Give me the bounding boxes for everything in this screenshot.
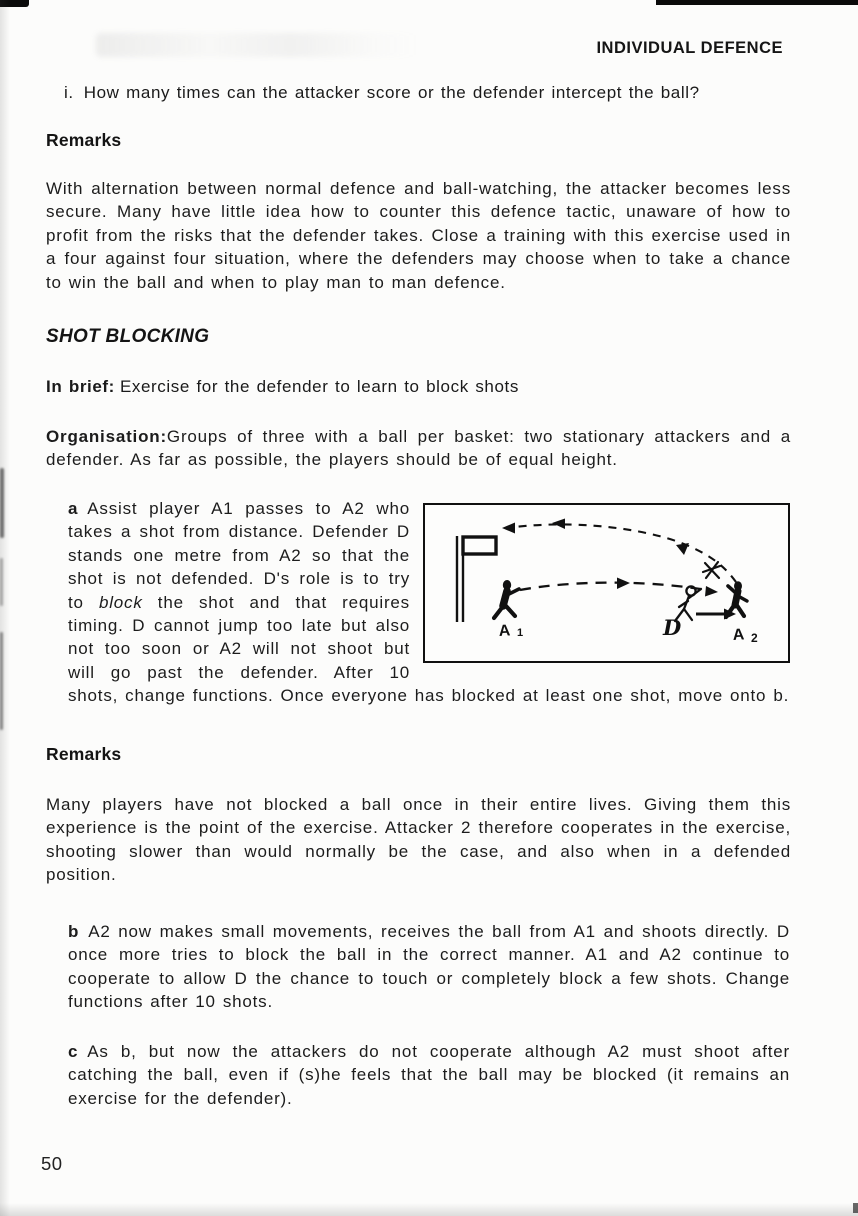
a1-subscript: 1: [517, 627, 524, 639]
item-a-text-1: Assist player A1 passes to A2 who takes a shot from distance. Defender D stands one metre from A2 so that the shot is not defended. D's role is to try to: [68, 499, 410, 612]
remarks-paragraph-1: With alternation between normal defence and ball-watching, the attacker becomes less secure. Many have little idea how to counter this defence tactic, unaware of how to profit from the risks that the defender takes. Close a training with this exercise used in a four against four situation, where the defenders may choose when to take a chance to win the ball and when to play man to man defence.: [46, 179, 791, 292]
player-a1-figure: [494, 580, 519, 618]
remarks-heading-2: Remarks: [46, 744, 122, 764]
item-b-paragraph: [68, 920, 790, 1014]
item-c-text: As b, but now the attackers do not cooperate although A2 must shoot after catching the ball, even if (s)he feels that the ball may be blocked (it remains an exercise for the defender).: [68, 1042, 790, 1108]
question-label: i.: [64, 83, 74, 102]
exercise-item-a: [68, 497, 790, 708]
item-a-italic-word: block: [98, 592, 143, 612]
exercise-item-c: [68, 1040, 790, 1110]
item-a-label: a: [68, 499, 79, 518]
a2-subscript: 2: [751, 631, 758, 645]
player-a1-label: [498, 622, 523, 640]
question-text: How many times can the attacker score or the defender intercept the ball?: [83, 83, 700, 102]
question-item-i: [64, 83, 796, 103]
remarks-paragraph-2: Many players have not blocked a ball once in their entire lives. Giving them this experience is the point of the exercise. Attacker 2 therefore cooperates in the exercise, shooting slower than would normally be the case, and also when in a defended position.: [46, 795, 791, 885]
exercise-diagram-box: [423, 503, 790, 663]
scan-edge-bar-top-right: [656, 0, 858, 5]
block-mark: [703, 562, 720, 578]
page-number: 50: [41, 1153, 63, 1174]
shot-blocking-diagram: [425, 505, 788, 661]
remarks-heading-1: Remarks: [46, 130, 122, 150]
a1-letter: A: [498, 622, 511, 640]
in-brief-text: Exercise for the defender to learn to block shots: [119, 377, 519, 396]
binding-streak: [0, 468, 4, 538]
a2-letter: A: [732, 626, 745, 644]
basket-icon: [457, 536, 496, 622]
item-c-paragraph: [68, 1040, 790, 1110]
binding-streak: [0, 558, 3, 606]
item-a-text-2: the shot and that requires timing. D cannot jump too late but also not too soon or A2 will not shoot but will go past the defender. After 10 shots, change functions. Once everyone has blocked at least one shot, move onto b.: [68, 592, 790, 706]
player-a2-figure: [726, 581, 747, 617]
item-b-label: b: [68, 922, 80, 941]
item-c-label: c: [68, 1042, 79, 1061]
organisation-label: Organisation:: [46, 427, 167, 446]
running-head: INDIVIDUAL DEFENCE: [596, 39, 783, 57]
item-b-text: A2 now makes small movements, receives the ball from A1 and shoots directly. D once more tries to block the ball in the correct manner. A1 and A2 continue to cooperate to allow D the chance to touch or completely block a few shots. Change functions after 10 shots.: [68, 922, 790, 1012]
exercise-item-b: [68, 920, 790, 1014]
organisation-text: Groups of three with a ball per basket: two stationary attackers and a defender. As far as possible, the players should be of equal height.: [46, 427, 791, 470]
binding-shadow: [0, 0, 10, 1216]
defender-d-label: D: [663, 615, 682, 640]
section-heading-shot-blocking: SHOT BLOCKING: [46, 326, 210, 347]
scan-edge-mark-bottom-right: [853, 1203, 858, 1213]
binding-streak: [0, 632, 3, 730]
shot-arc-arrow: [502, 519, 736, 583]
organisation-paragraph: [46, 425, 791, 472]
in-brief-label: In brief:: [46, 377, 115, 396]
player-a2-label: [732, 626, 758, 645]
scan-edge-shade-bottom: [0, 1203, 858, 1216]
in-brief-line: [46, 377, 791, 397]
